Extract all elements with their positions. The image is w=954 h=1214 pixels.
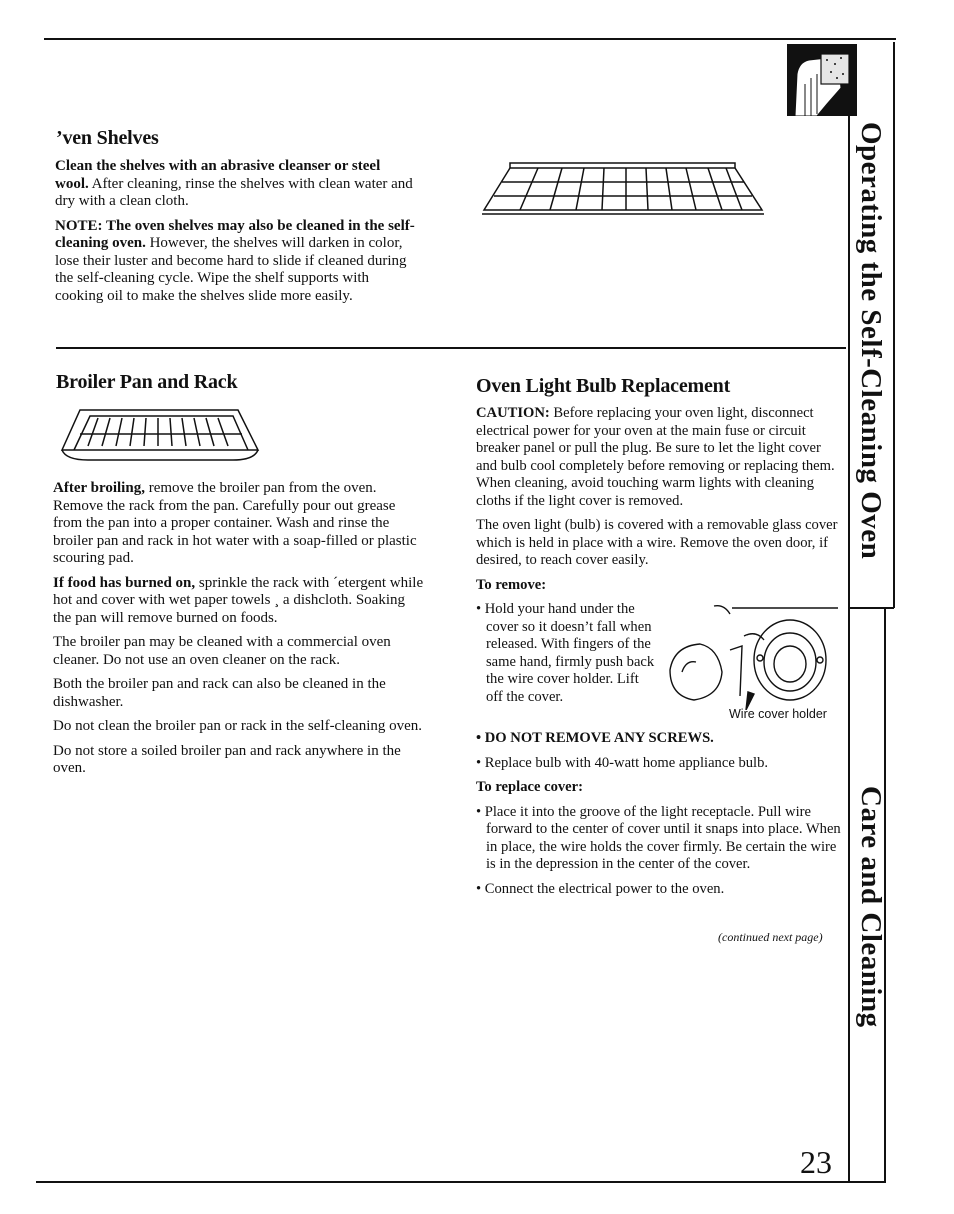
continued-note: (continued next page) [718, 930, 823, 944]
connect-power-bullet: • Connect the electrical power to the oven. [476, 880, 725, 897]
sidebar-top-label: Operating the Self-Cleaning Oven [855, 122, 887, 560]
broiler-title: Broiler Pan and Rack [56, 371, 238, 393]
to-remove-heading: To remove: [476, 576, 547, 593]
broiler-paragraph-3: The broiler pan may be cleaned with a commercial oven cleaner. Do not use an oven cleaner on the rack. [53, 634, 391, 668]
shelves-paragraph-1: Clean the shelves with an abrasive cleanser or steel wool. After cleaning, rinse the shelves with clean water and dry with a clean cloth. [55, 158, 413, 209]
remove-bullet-block [476, 601, 656, 713]
bottom-rule [36, 1181, 886, 1183]
no-screws-warning: • DO NOT REMOVE ANY SCREWS. [476, 730, 714, 746]
page-number: 23 [800, 1144, 832, 1180]
sidebar-left-rule [848, 115, 850, 1183]
light-cover-illustration [660, 600, 842, 710]
sidebar-tab-rule [848, 607, 894, 609]
broiler-paragraph-6: Do not store a soiled broiler pan and rack anywhere in the oven. [53, 742, 401, 776]
broiler-text [53, 480, 425, 785]
bulb-paragraph-2: The oven light (bulb) is covered with a removable glass cover which is held in place with a wire. Remove the oven door, if desired, to reach cover easily. [476, 517, 838, 568]
sidebar-right-rule [893, 42, 895, 608]
bulb-text-top [476, 405, 844, 601]
sidebar-bottom-label: Care and Cleaning [855, 786, 887, 1028]
caution-paragraph: CAUTION: Before replacing your oven light, disconnect electrical power for your oven at the main fuse or circuit breaker panel or pull the plug. Be sure to let the light cover and bulb cool completely before removing or replacing them. When cleaning, avoid touching warm lights with cleaning cloths if the light cover is removed. [476, 405, 835, 509]
figure-caption: Wire cover holder [729, 707, 827, 721]
to-replace-heading: To replace cover: [476, 779, 583, 795]
broiler-paragraph-2: If food has burned on, sprinkle the rack with ´etergent while hot and cover with wet paper towels ¸ a dishcloth. Soaking the pan will remove burned on foods. [53, 574, 424, 626]
replace-cover-bullet: • Place it into the groove of the light receptacle. Pull wire forward to the center of cover until it snaps into place. When in place, the wire holds the cover firmly. Be certain the wire is in the depression in the center of the cover. [476, 803, 841, 872]
broiler-paragraph-5: Do not clean the broiler pan or rack in the self-cleaning oven. [53, 718, 423, 734]
oven-shelf-illustration [480, 160, 765, 216]
bulb-title: Oven Light Bulb Replacement [476, 375, 731, 397]
hand-sponge-icon [787, 44, 857, 116]
replace-bulb-bullet: • Replace bulb with 40-watt home appliance bulb. [476, 754, 769, 771]
remove-bullet: • Hold your hand under the cover so it doesn’t fall when released. With fingers of the same hand, firmly push back the wire cover holder. Lift off the cover. [476, 601, 655, 705]
broiler-pan-illustration [58, 406, 263, 464]
top-rule [44, 38, 896, 40]
shelves-paragraph-2: NOTE: The oven shelves may also be cleaned in the self-cleaning oven. However, the shelves will darken in color, lose their luster and become hard to slide if cleaned during the self-cleaning cycle. Wipe the shelf supports with cooking oil to make the shelves slide more easily. [55, 217, 415, 304]
section-divider [56, 347, 846, 349]
broiler-paragraph-1: After broiling, remove the broiler pan from the oven. Remove the rack from the pan. Carefully pour out grease from the pan into a proper container. Wash and rinse the broiler pan and rack in hot water with a soap-filled or plastic scouring pad. [53, 480, 417, 566]
broiler-paragraph-4: Both the broiler pan and rack can also be cleaned in the dishwasher. [53, 676, 386, 710]
bulb-text-bottom [476, 730, 844, 905]
oven-shelves-title: ’ven Shelves [56, 127, 159, 149]
oven-shelves-text [55, 158, 417, 312]
